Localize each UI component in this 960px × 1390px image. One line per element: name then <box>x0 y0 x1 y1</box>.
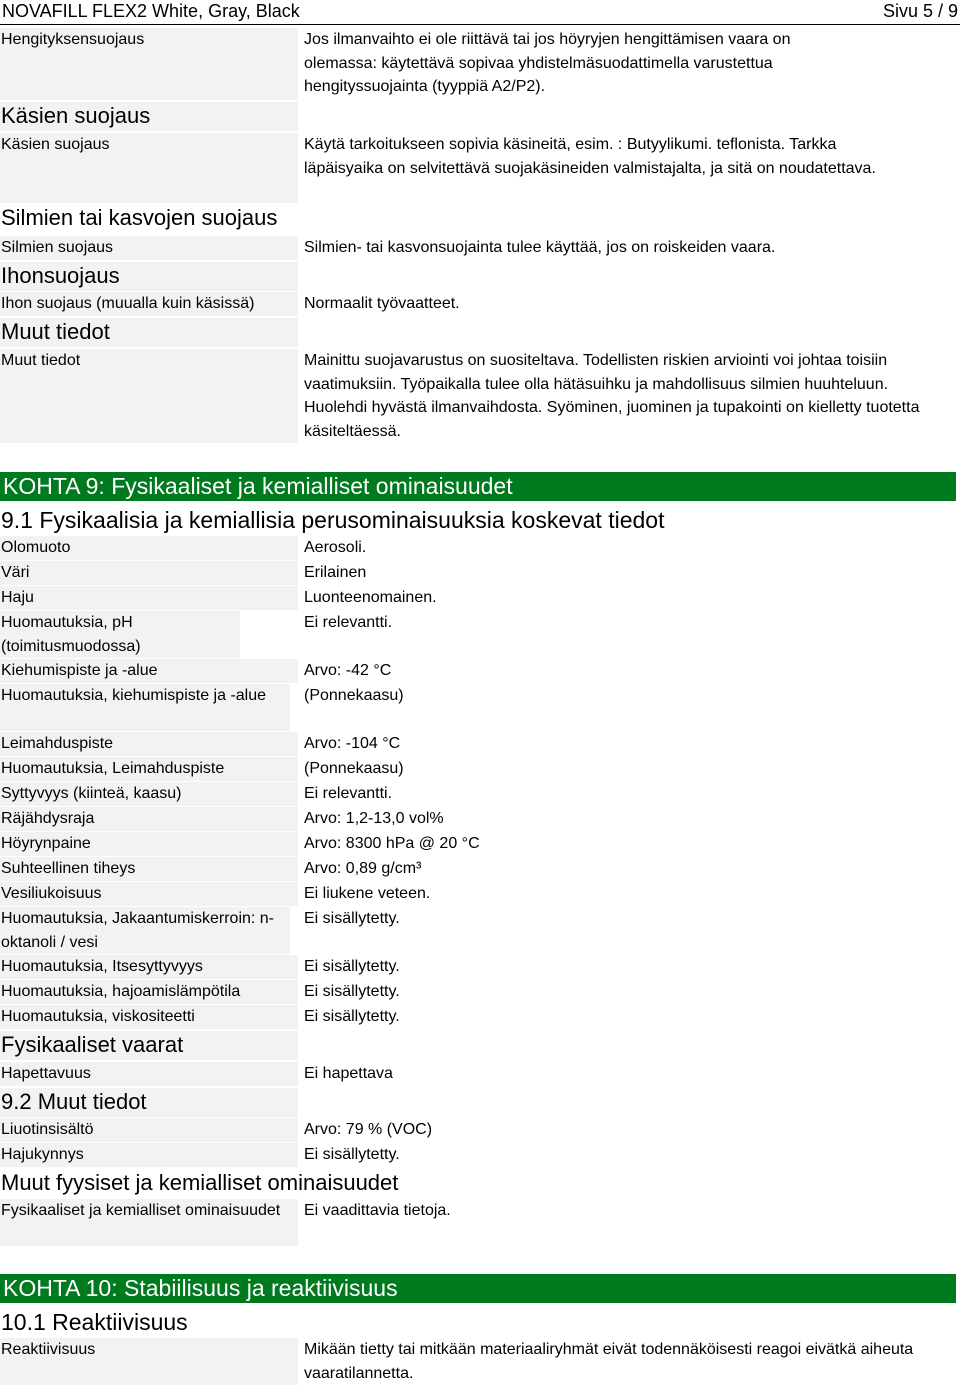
other-properties-label: Fysikaaliset ja kemialliset ominaisuudet <box>0 1199 298 1246</box>
hand-label: Käsien suojaus <box>0 133 298 203</box>
prop-label: Huomautuksia, Jakaantumiskerroin: n-oktanoli / vesi <box>0 907 290 954</box>
solvent-value: Arvo: 79 % (VOC) <box>304 1121 433 1138</box>
page-number: Sivu 5 / 9 <box>882 1 958 21</box>
prop-label: Räjähdysraja <box>0 807 298 831</box>
prop-value: Arvo: 8300 hPa @ 20 °C <box>304 835 480 852</box>
prop-label: Huomautuksia, pH (toimitusmuodossa) <box>0 611 240 658</box>
skin-heading: Ihonsuojaus <box>0 262 298 291</box>
other-properties-heading: Muut fyysiset ja kemialliset ominaisuudet <box>1 1170 399 1195</box>
oxidizing-value: Ei hapettava <box>304 1065 393 1082</box>
reactivity-label: Reaktiivisuus <box>0 1338 298 1385</box>
prop-value: Arvo: 0,89 g/cm³ <box>304 860 422 877</box>
respiratory-value: Jos ilmanvaihto ei ole riittävä tai jos höyryjen hengittämisen vaara on olemassa: käytettävä sopivaa yhdistelmäsuodattimella varustettua hengityssuojainta (tyyppiä A2/P2). <box>304 31 791 95</box>
prop-label: Suhteellinen tiheys <box>0 857 298 881</box>
eye-label: Silmien suojaus <box>0 236 298 260</box>
oxidizing-label: Hapettavuus <box>0 1062 298 1086</box>
prop-value: Ei liukene veteen. <box>304 885 431 902</box>
prop-label: Olomuoto <box>0 536 298 560</box>
section-9-title: KOHTA 9: Fysikaaliset ja kemialliset ominaisuudet <box>0 472 956 501</box>
prop-label: Huomautuksia, kiehumispiste ja -alue <box>0 684 290 731</box>
prop-label: Höyrynpaine <box>0 832 298 856</box>
prop-value: Luonteenomainen. <box>304 589 437 606</box>
other-properties-value: Ei vaadittavia tietoja. <box>304 1202 451 1219</box>
odour-label: Hajukynnys <box>0 1143 298 1167</box>
prop-value: Arvo: -104 °C <box>304 735 401 752</box>
hand-heading: Käsien suojaus <box>0 102 298 131</box>
skin-label: Ihon suojaus (muualla kuin käsissä) <box>0 292 298 316</box>
respiratory-label: Hengityksensuojaus <box>0 28 298 100</box>
prop-label: Väri <box>0 561 298 585</box>
prop-value: Ei relevantti. <box>304 785 393 802</box>
prop-value: Ei sisällytetty. <box>304 910 400 927</box>
other-heading: Muut tiedot <box>0 318 298 347</box>
odour-value: Ei sisällytetty. <box>304 1146 400 1163</box>
prop-value: Aerosoli. <box>304 539 367 556</box>
other-label: Muut tiedot <box>0 349 298 443</box>
prop-label: Kiehumispiste ja -alue <box>0 659 298 683</box>
physical-hazards-heading: Fysikaaliset vaarat <box>0 1031 298 1060</box>
prop-label: Haju <box>0 586 298 610</box>
prop-value: Erilainen <box>304 564 367 581</box>
prop-value: (Ponnekaasu) <box>304 760 404 777</box>
eye-value: Silmien- tai kasvonsuojainta tulee käyttää, jos on roiskeiden vaara. <box>304 239 776 256</box>
section-9-2-heading: 9.2 Muut tiedot <box>0 1088 298 1117</box>
hand-value: Käytä tarkoitukseen sopivia käsineitä, esim. : Butyylikumi. teflonista. Tarkka läpäisyaika on selvitettävä suojakäsineiden valmistajalta, ja sitä on noudatettava. <box>304 136 876 177</box>
prop-value: (Ponnekaasu) <box>304 687 404 704</box>
page-header <box>0 0 960 25</box>
prop-label: Leimahduspiste <box>0 732 298 756</box>
prop-label: Syttyvyys (kiinteä, kaasu) <box>0 782 298 806</box>
eye-heading: Silmien tai kasvojen suojaus <box>1 205 278 230</box>
prop-value: Arvo: -42 °C <box>304 662 392 679</box>
section-10-title: KOHTA 10: Stabiilisuus ja reaktiivisuus <box>0 1274 956 1303</box>
section-9-1-heading: 9.1 Fysikaalisia ja kemiallisia perusominaisuuksia koskevat tiedot <box>1 507 665 533</box>
prop-value: Ei sisällytetty. <box>304 958 400 975</box>
prop-value: Ei sisällytetty. <box>304 1008 400 1025</box>
prop-label: Huomautuksia, Leimahduspiste <box>0 757 298 781</box>
prop-label: Vesiliukoisuus <box>0 882 298 906</box>
solvent-label: Liuotinsisältö <box>0 1118 298 1142</box>
prop-label: Huomautuksia, Itsesyttyvyys <box>0 955 298 979</box>
section-10-1-heading: 10.1 Reaktiivisuus <box>1 1309 188 1335</box>
prop-label: Huomautuksia, hajoamislämpötila <box>0 980 298 1004</box>
prop-value: Ei relevantti. <box>304 614 393 631</box>
other-value: Mainittu suojavarustus on suositeltava. Todellisten riskien arviointi voi johtaa toisiin vaatimuksiin. Työpaikalla tulee olla hätäsuihku ja mahdollisuus silmien huuhteluun. Huolehdi hyvästä ilmanvaihdosta. Syöminen, juominen ja tupakointi on kielletty tuotetta käsiteltäessä. <box>304 352 920 440</box>
prop-value: Ei sisällytetty. <box>304 983 400 1000</box>
document-title: NOVAFILL FLEX2 White, Gray, Black <box>2 1 300 21</box>
prop-value: Arvo: 1,2-13,0 vol% <box>304 810 444 827</box>
reactivity-value: Mikään tietty tai mitkään materiaaliryhmät eivät todennäköisesti reagoi eivätkä aiheuta vaaratilannetta. <box>304 1341 914 1382</box>
skin-value: Normaalit työvaatteet. <box>304 295 460 312</box>
prop-label: Huomautuksia, viskositeetti <box>0 1005 298 1029</box>
